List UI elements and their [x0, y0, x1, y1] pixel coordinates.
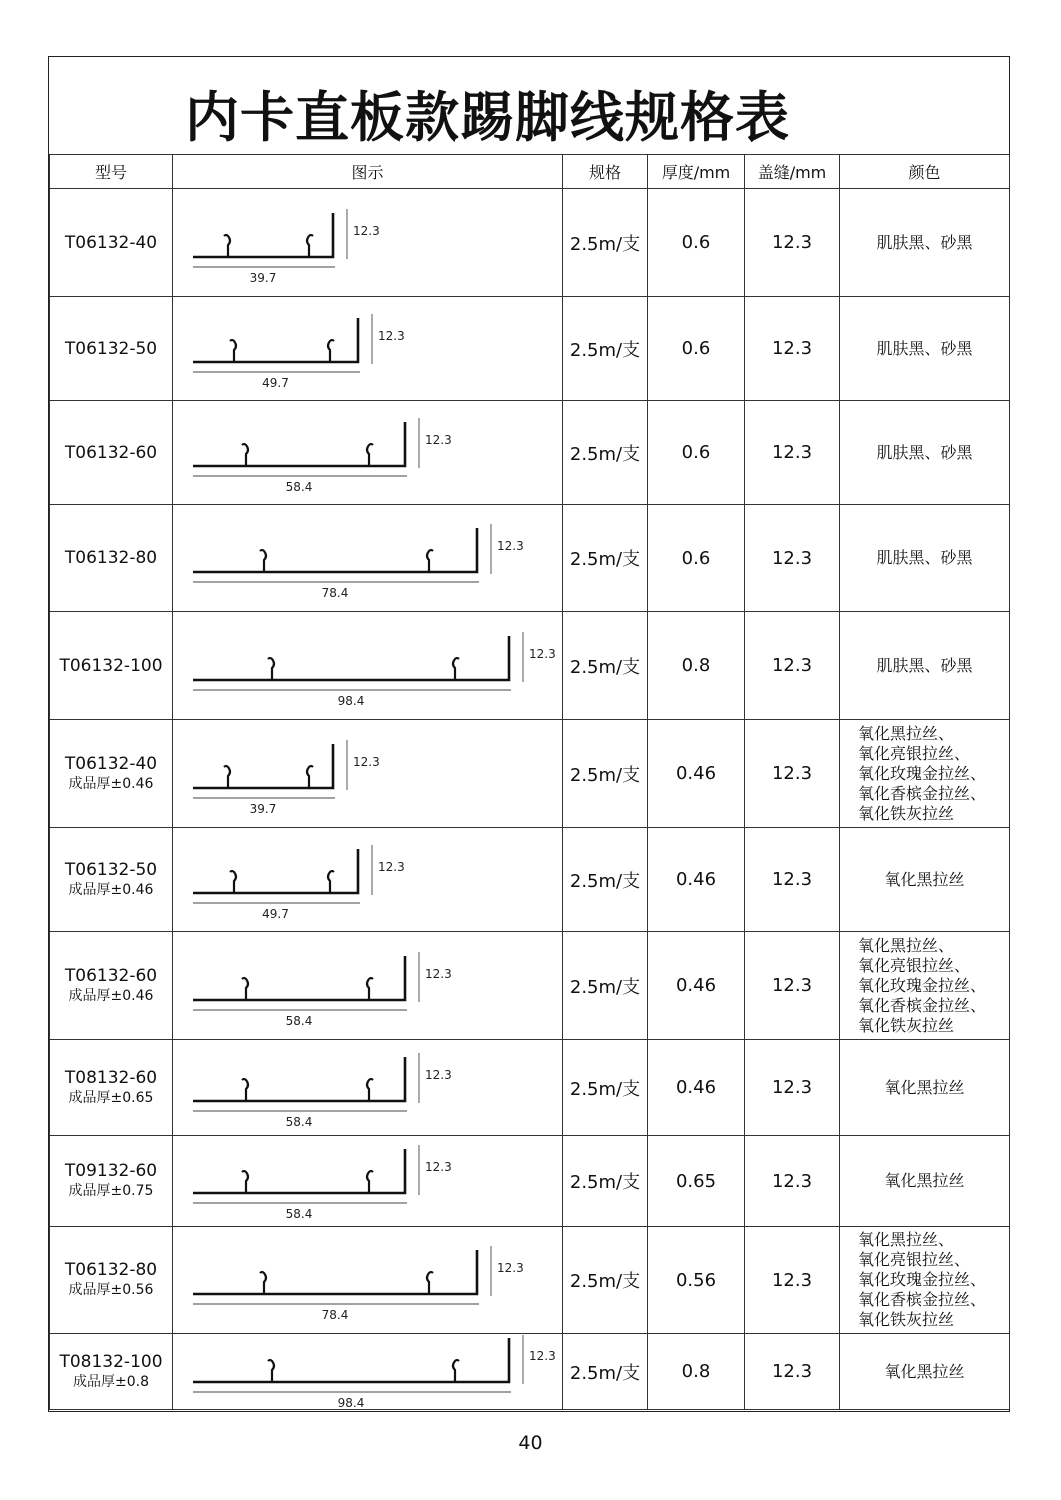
- model-tolerance: 成品厚±0.8: [73, 1373, 149, 1390]
- model-number: T06132-50: [64, 338, 158, 359]
- model-cell: [50, 401, 173, 505]
- table-row: [50, 505, 1010, 612]
- model-tolerance: 成品厚±0.46: [68, 987, 154, 1004]
- width-dimension-label: 58.4: [285, 1013, 313, 1028]
- profile-outline: [193, 1338, 509, 1382]
- color-option: 肌肤黑、砂黑: [876, 338, 973, 358]
- clip-left: [230, 340, 236, 362]
- clip-left: [260, 550, 266, 572]
- gap-cell: 12.3: [745, 189, 840, 297]
- color-option: 氧化玫瑰金拉丝、: [858, 1270, 987, 1289]
- color-cell: [840, 505, 1010, 612]
- table-row: [50, 401, 1010, 505]
- color-cell: [840, 612, 1010, 720]
- thickness-cell: 0.56: [648, 1227, 745, 1334]
- spec-cell: 2.5m/支: [563, 297, 648, 401]
- color-option: 氧化黑拉丝、: [858, 1230, 955, 1249]
- height-dimension-label: 12.3: [529, 646, 556, 661]
- model-number: T09132-60: [64, 1161, 158, 1181]
- profile-diagram-cell: [173, 612, 563, 720]
- profile-diagram: [173, 298, 561, 400]
- model-number: T06132-60: [64, 442, 158, 463]
- color-option: 氧化黑拉丝: [884, 1361, 965, 1381]
- model-cell: [50, 612, 173, 720]
- clip-left: [268, 1360, 274, 1382]
- gap-cell: 12.3: [745, 612, 840, 720]
- profile-diagram-cell: [173, 720, 563, 828]
- color-option: 氧化香槟金拉丝、: [858, 1290, 987, 1309]
- clip-left: [242, 978, 248, 1000]
- width-dimension-label: 49.7: [262, 906, 289, 921]
- model-cell: [50, 720, 173, 828]
- table-row: [50, 828, 1010, 932]
- profile-diagram-cell: [173, 1334, 563, 1410]
- color-cell: [840, 720, 1010, 828]
- table-row: [50, 1227, 1010, 1334]
- header-diagram: 图示: [173, 155, 563, 189]
- clip-left: [242, 1171, 248, 1193]
- height-dimension-label: 12.3: [425, 432, 452, 447]
- profile-diagram: [173, 506, 561, 611]
- model-number: T06132-60: [64, 965, 158, 986]
- color-option: 氧化黑拉丝: [884, 1077, 965, 1097]
- clip-right: [307, 766, 313, 788]
- gap-cell: 12.3: [745, 505, 840, 612]
- header-spec: 规格: [563, 155, 648, 189]
- color-cell: [840, 189, 1010, 297]
- model-cell: [50, 1040, 173, 1136]
- clip-right: [367, 444, 373, 466]
- table-row: [50, 1334, 1010, 1410]
- profile-diagram: [173, 1228, 561, 1333]
- profile-diagram: [173, 1335, 561, 1409]
- color-option: 氧化亮银拉丝、: [858, 1250, 971, 1269]
- color-option: 氧化黑拉丝: [884, 869, 965, 889]
- header-model: 型号: [50, 155, 173, 189]
- color-option: 氧化黑拉丝、: [858, 935, 955, 955]
- thickness-cell: 0.46: [648, 932, 745, 1040]
- width-dimension-label: 78.4: [321, 585, 349, 600]
- table-row: [50, 612, 1010, 720]
- model-cell: [50, 505, 173, 612]
- thickness-cell: 0.6: [648, 189, 745, 297]
- model-number: T06132-40: [64, 753, 158, 774]
- height-dimension-label: 12.3: [425, 1067, 452, 1082]
- model-tolerance: 成品厚±0.65: [68, 1089, 154, 1106]
- width-dimension-label: 98.4: [337, 1395, 365, 1409]
- color-cell: [840, 828, 1010, 932]
- clip-right: [427, 550, 433, 572]
- table-row: [50, 297, 1010, 401]
- clip-left: [268, 658, 274, 680]
- spec-cell: 2.5m/支: [563, 189, 648, 297]
- thickness-cell: 0.65: [648, 1136, 745, 1227]
- width-dimension-label: 78.4: [321, 1307, 349, 1322]
- profile-diagram: [173, 1137, 561, 1226]
- table-row: [50, 189, 1010, 297]
- width-dimension-label: 58.4: [285, 479, 313, 494]
- gap-cell: 12.3: [745, 828, 840, 932]
- profile-diagram-cell: [173, 932, 563, 1040]
- thickness-cell: 0.8: [648, 1334, 745, 1410]
- height-dimension-label: 12.3: [353, 754, 380, 769]
- spec-cell: 2.5m/支: [563, 828, 648, 932]
- header-thickness: 厚度/mm: [648, 155, 745, 189]
- profile-outline: [193, 1250, 477, 1294]
- profile-diagram-cell: [173, 189, 563, 297]
- color-option: 氧化玫瑰金拉丝、: [858, 975, 987, 995]
- profile-diagram: [173, 933, 561, 1039]
- model-cell: [50, 1334, 173, 1410]
- thickness-cell: 0.6: [648, 297, 745, 401]
- color-option: 氧化亮银拉丝、: [858, 955, 971, 975]
- height-dimension-label: 12.3: [497, 1260, 524, 1275]
- thickness-cell: 0.46: [648, 828, 745, 932]
- model-number: T08132-60: [64, 1067, 158, 1088]
- clip-right: [453, 658, 459, 680]
- width-dimension-label: 98.4: [337, 693, 365, 708]
- height-dimension-label: 12.3: [378, 328, 405, 343]
- table-header-row: [50, 155, 1010, 189]
- profile-diagram-cell: [173, 1227, 563, 1334]
- table-row: [50, 1136, 1010, 1227]
- spec-cell: 2.5m/支: [563, 505, 648, 612]
- spec-cell: 2.5m/支: [563, 1227, 648, 1334]
- spec-cell: 2.5m/支: [563, 1136, 648, 1227]
- model-tolerance: 成品厚±0.46: [68, 881, 154, 898]
- thickness-cell: 0.8: [648, 612, 745, 720]
- spec-cell: 2.5m/支: [563, 1334, 648, 1410]
- thickness-cell: 0.6: [648, 401, 745, 505]
- height-dimension-label: 12.3: [497, 538, 524, 553]
- spec-cell: 2.5m/支: [563, 401, 648, 505]
- height-dimension-label: 12.3: [529, 1348, 556, 1363]
- profile-diagram-cell: [173, 401, 563, 505]
- clip-right: [367, 1171, 373, 1193]
- width-dimension-label: 58.4: [285, 1114, 313, 1129]
- model-tolerance: 成品厚±0.46: [68, 775, 154, 792]
- color-option: 肌肤黑、砂黑: [876, 548, 973, 567]
- color-option: 氧化铁灰拉丝: [858, 1015, 955, 1035]
- clip-left: [242, 444, 248, 466]
- spec-cell: 2.5m/支: [563, 932, 648, 1040]
- color-option: 氧化铁灰拉丝: [858, 1310, 955, 1329]
- color-cell: [840, 1136, 1010, 1227]
- profile-diagram-cell: [173, 1040, 563, 1136]
- clip-left: [224, 766, 230, 788]
- model-tolerance: 成品厚±0.75: [68, 1183, 154, 1199]
- clip-left: [230, 871, 236, 893]
- model-number: T06132-80: [64, 1260, 158, 1280]
- width-dimension-label: 39.7: [249, 801, 277, 816]
- width-dimension-label: 49.7: [262, 375, 289, 390]
- spec-cell: 2.5m/支: [563, 612, 648, 720]
- color-option: 氧化黑拉丝、: [858, 723, 955, 743]
- profile-diagram-cell: [173, 1136, 563, 1227]
- model-cell: [50, 1136, 173, 1227]
- color-option: 氧化香槟金拉丝、: [858, 783, 987, 803]
- gap-cell: 12.3: [745, 401, 840, 505]
- thickness-cell: 0.46: [648, 1040, 745, 1136]
- header-color: 颜色: [840, 155, 1010, 189]
- height-dimension-label: 12.3: [425, 1159, 452, 1174]
- color-option: 肌肤黑、砂黑: [876, 655, 973, 675]
- model-cell: [50, 189, 173, 297]
- profile-diagram: [173, 721, 561, 827]
- color-option: 氧化黑拉丝: [884, 1171, 965, 1190]
- model-cell: [50, 297, 173, 401]
- width-dimension-label: 58.4: [285, 1206, 313, 1221]
- profile-diagram: [173, 1041, 561, 1135]
- profile-outline: [193, 528, 477, 572]
- profile-diagram-cell: [173, 297, 563, 401]
- color-option: 氧化亮银拉丝、: [858, 743, 971, 763]
- profile-outline: [193, 636, 509, 680]
- color-cell: [840, 297, 1010, 401]
- model-number: T06132-40: [64, 232, 158, 253]
- table-row: [50, 932, 1010, 1040]
- color-option: 氧化香槟金拉丝、: [858, 995, 987, 1015]
- thickness-cell: 0.6: [648, 505, 745, 612]
- clip-right: [328, 871, 334, 893]
- header-gap: 盖缝/mm: [745, 155, 840, 189]
- model-number: T06132-50: [64, 859, 158, 880]
- spec-cell: 2.5m/支: [563, 720, 648, 828]
- clip-left: [242, 1079, 248, 1101]
- color-option: 肌肤黑、砂黑: [876, 442, 973, 462]
- clip-right: [367, 978, 373, 1000]
- profile-diagram-cell: [173, 505, 563, 612]
- spec-cell: 2.5m/支: [563, 1040, 648, 1136]
- table-row: [50, 1040, 1010, 1136]
- page-number: 40: [518, 1432, 543, 1454]
- model-cell: [50, 828, 173, 932]
- model-tolerance: 成品厚±0.56: [68, 1282, 154, 1298]
- model-number: T08132-100: [59, 1351, 163, 1372]
- spec-sheet: [48, 56, 1010, 1412]
- clip-right: [453, 1360, 459, 1382]
- profile-diagram: [173, 190, 561, 296]
- color-option: 氧化铁灰拉丝: [858, 803, 955, 823]
- color-cell: [840, 1227, 1010, 1334]
- gap-cell: 12.3: [745, 297, 840, 401]
- gap-cell: 12.3: [745, 932, 840, 1040]
- profile-diagram: [173, 829, 561, 931]
- clip-right: [328, 340, 334, 362]
- color-option: 氧化玫瑰金拉丝、: [858, 763, 987, 783]
- height-dimension-label: 12.3: [353, 223, 380, 238]
- gap-cell: 12.3: [745, 1040, 840, 1136]
- color-cell: [840, 932, 1010, 1040]
- color-cell: [840, 1334, 1010, 1410]
- height-dimension-label: 12.3: [378, 859, 405, 874]
- gap-cell: 12.3: [745, 1227, 840, 1334]
- clip-right: [427, 1272, 433, 1294]
- clip-left: [224, 235, 230, 257]
- model-cell: [50, 1227, 173, 1334]
- model-number: T06132-100: [59, 655, 163, 676]
- clip-right: [307, 235, 313, 257]
- spec-table: [49, 154, 1010, 1410]
- gap-cell: 12.3: [745, 1136, 840, 1227]
- clip-left: [260, 1272, 266, 1294]
- color-option: 肌肤黑、砂黑: [876, 232, 973, 252]
- page-title: 内卡直板款踢脚线规格表: [185, 86, 790, 149]
- model-number: T06132-80: [64, 548, 158, 568]
- table-row: [50, 720, 1010, 828]
- profile-diagram: [173, 613, 561, 719]
- thickness-cell: 0.46: [648, 720, 745, 828]
- profile-diagram: [173, 402, 561, 504]
- model-cell: [50, 932, 173, 1040]
- height-dimension-label: 12.3: [425, 966, 452, 981]
- profile-diagram-cell: [173, 828, 563, 932]
- gap-cell: 12.3: [745, 720, 840, 828]
- color-cell: [840, 401, 1010, 505]
- color-cell: [840, 1040, 1010, 1136]
- width-dimension-label: 39.7: [249, 270, 277, 285]
- gap-cell: 12.3: [745, 1334, 840, 1410]
- clip-right: [367, 1079, 373, 1101]
- title-bar: [49, 57, 1009, 155]
